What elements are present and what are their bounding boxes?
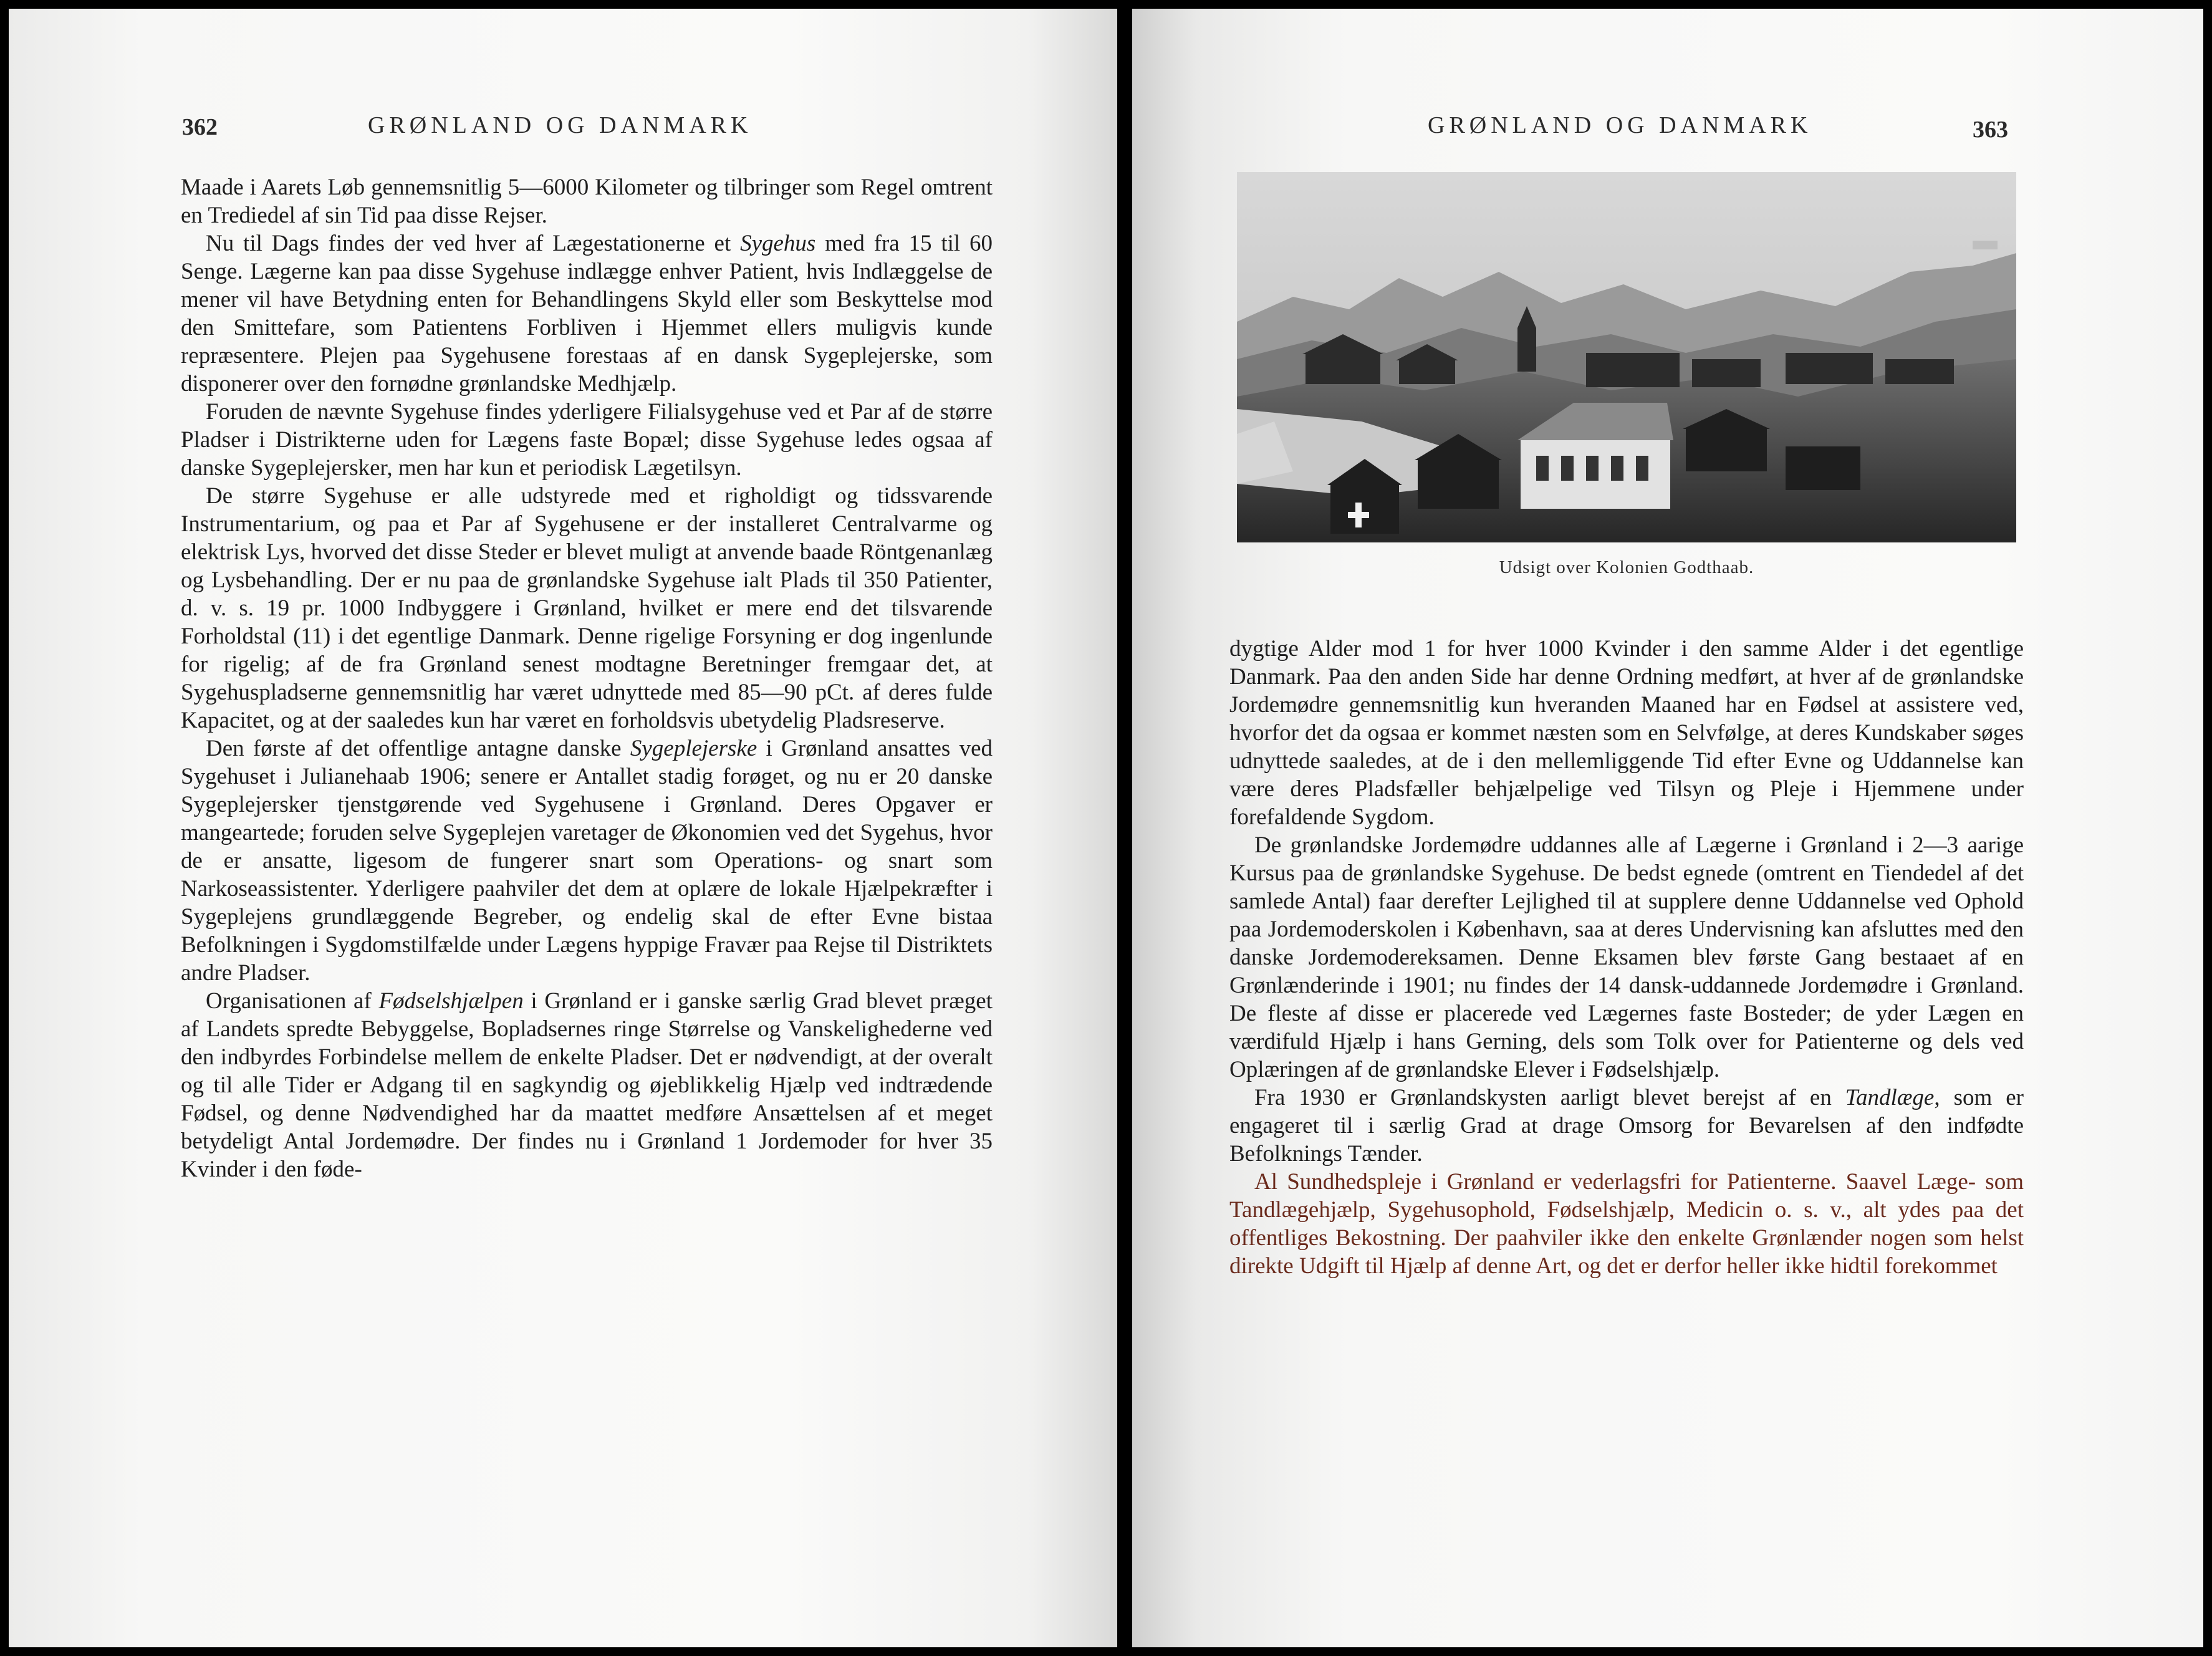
paragraph: Organisationen af Fødselshjælpen i Grønland er i ganske særlig Grad blevet præget af Landets spredte Bebyggelse, Bopladsernes ringe Størrelse og Vanskelighederne ved den indbyrdes Forbindelse mellem de enkelte Pladser. Det er nødvendigt, at der overalt og til alle Tider er Adgang til en sagkyndig og øjeblikkelig Hjælp ved indtrædende Fødsel, og denne Nødvendighed har da maattet medføre Ansættelsen af et meget betydeligt Antal Jordemødre. Der findes nu i Grønland 1 Jordemoder for hver 35 Kvinder i den føde- <box>181 988 993 1182</box>
town-photo-image <box>1237 172 2016 542</box>
italic-term: Fødselshjælpen <box>378 988 524 1014</box>
paragraph: Nu til Dags findes der ved hver af Lægestationerne et Sygehus med fra 15 til 60 Senge. Lægerne kan paa disse Sygehuse indlægge enhver Patient, hvis Indlæggelse de mener vil have Betydning enten for Behandlingens Skyld eller som Beskyttelse mod den Smittefare, som Patientens Forbliven i Hjemmet ellers muligvis kunde repræsentere. Plejen paa Sygehusene forestaas af en dansk Sygeplejerske, som disponerer over den fornødne grønlandske Medhjælp. <box>181 231 993 397</box>
page-number: 363 <box>1973 117 2008 143</box>
running-header: GRØNLAND OG DANMARK <box>1428 112 1812 138</box>
photo-caption: Udsigt over Kolonien Godthaab. <box>1499 557 1754 577</box>
body-text <box>1229 635 2024 1280</box>
paragraph: De grønlandske Jordemødre uddannes alle af Lægerne i Grønland i 2—3 aarige Kursus paa de grønlandske Sygehuse. De bedst egnede (omtrent en Tiendedel af det samlede Antal) faar derefter Lejlighed til at supplere denne Uddannelse ved Ophold paa Jordemoderskolen i København, saa at deres Undervisning kan afsluttes med den danske Jordemodereksamen. Denne Eksamen blev første Gang bestaaet af en Grønlænderinde i 1901; nu findes der 14 dansk-uddannede Jordemødre i Grønland. De fleste af disse er placerede ved Lægernes faste Bosteder; de yder Lægen en værdifuld Hjælp i hans Gerning, dels som Tolk over for Patienterne og dels ved Oplæringen af de grønlandske Elever i Fødselshjælp. <box>1229 832 2024 1082</box>
right-page <box>1132 9 2203 1647</box>
photograph-godthaab <box>1237 172 2016 542</box>
italic-term: Tandlæge <box>1845 1085 1935 1110</box>
paragraph: De større Sygehuse er alle udstyrede med et righoldigt og tidssvarende Instrumentarium, og paa et Par af Sygehusene er der installeret Centralvarme og elektrisk Lys, hvorved det disse Steder er blevet muligt at anvende baade Röntgenanlæg og Lysbehandling. Der er nu paa de grønlandske Sygehuse ialt Plads til 350 Patienter, d. v. s. 19 pr. 1000 Indbyggere i Grønland, hvilket er mere end det tilsvarende Forholdstal (11) i det egentlige Danmark. Denne rigelige Forsyning er dog ingenlunde for rigelig; af de fra Grønland senest modtagne Beretninger fremgaar det, at Sygehuspladserne gennemsnitlig har været udnyttede med 85—90 pCt. af deres fulde Kapacitet, og at der saaledes kun har været en forholdsvis ubetydelig Pladsreserve. <box>181 483 993 733</box>
paragraph: Den første af det offentlige antagne danske Sygeplejerske i Grønland ansattes ved Sygehuset i Julianehaab 1906; senere er Antallet stadig forøget, og nu er 20 danske Sygeplejersker tjenstgørende ved Sygehusene i Grønland. Deres Opgaver er mangeartede; foruden selve Sygeplejen varetager de Økonomien ved det Sygehus, hvor de er ansatte, ligesom de fungerer snart som Operations- og snart som Narkoseassistenter. Yderligere paahviler det dem at oplære de lokale Hjælpekræfter i Sygeplejens grundlæggende Begreber, og endelig skal de efter Evne bistaa Befolkningen i Sygdomstilfælde under Lægens hyppige Fravær paa Rejse til Distriktets andre Pladser. <box>181 736 993 986</box>
running-header: GRØNLAND OG DANMARK <box>368 112 753 138</box>
left-page <box>9 9 1117 1647</box>
paragraph: Foruden de nævnte Sygehuse findes yderligere Filialsygehuse ved et Par af de større Pladser i Distrikterne uden for Lægens faste Bopæl; disse Sygehuse ledes ogsaa af danske Sygeplejersker, men har kun et periodisk Lægetilsyn. <box>181 399 993 481</box>
paragraph: Maade i Aarets Løb gennemsnitlig 5—6000 Kilometer og tilbringer som Regel omtrent en Trediedel af sin Tid paa disse Rejser. <box>181 175 993 228</box>
paragraph: Fra 1930 er Grønlandskysten aarligt blevet berejst af en Tandlæge, som er engageret til i særlig Grad at drage Omsorg for Bevarelsen af den indfødte Befolknings Tænder. <box>1229 1085 2024 1167</box>
italic-term: Sygehus <box>740 231 816 256</box>
paragraph: dygtige Alder mod 1 for hver 1000 Kvinder i den samme Alder i det egentlige Danmark. Paa den anden Side har denne Ordning medført, at hver af de grønlandske Jordemødre gennemsnitlig kun hveranden Maaned har en Fødsel at assistere ved, hvorfor det da ogsaa er kommet næsten som en Selvfølge, at deres Kundskaber søges udnyttede saaledes, at de i den mellemliggende Tid efter Evne og Uddannelse kan være deres Pladsfæller behjælpelige ved Tilsyn og Pleje i Hjemmene under forefaldende Sygdom. <box>1229 636 2024 830</box>
body-text <box>181 173 993 1183</box>
paragraph: Al Sundhedspleje i Grønland er vederlagsfri for Patienterne. Saavel Læge- som Tandlægehjælp, Sygehusophold, Fødselshjælp, Medicin o. s. v., alt ydes paa det offentliges Bekostning. Der paahviler ikke den enkelte Grønlænder nogen som helst direkte Udgift til Hjælp af denne Art, og det er derfor heller ikke hidtil forekommet <box>1229 1169 2024 1279</box>
page-number: 362 <box>182 114 218 140</box>
italic-term: Sygeplejerske <box>630 736 757 761</box>
